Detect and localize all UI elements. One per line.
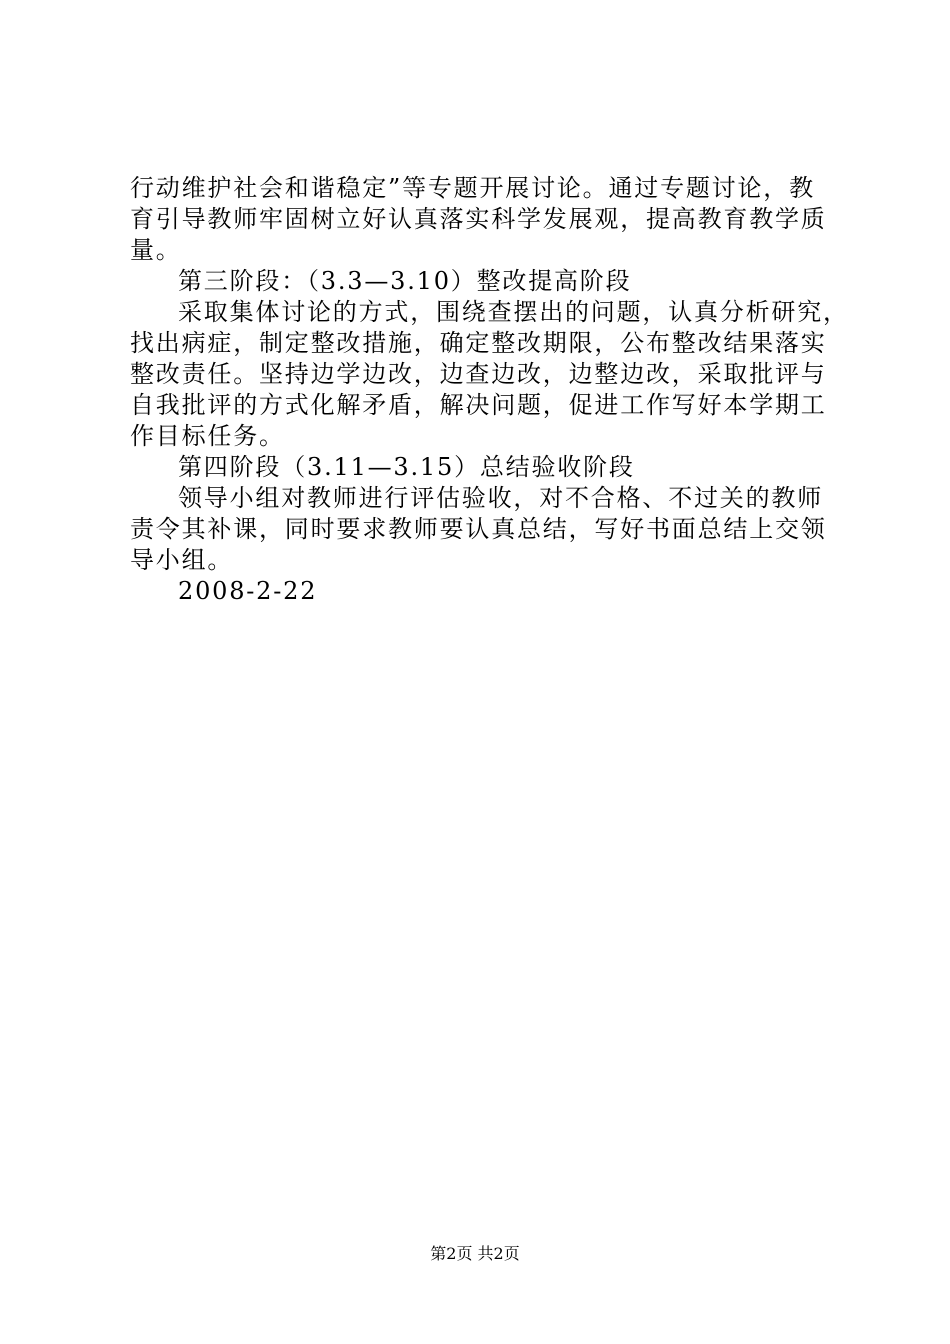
text-line-1: 行动维护社会和谐稳定”等专题开展讨论。通过专题讨论，教 [130, 174, 815, 202]
text-line-6: 找出病症，制定整改措施，确定整改期限，公布整改结果落实 [130, 329, 827, 357]
document-date: 2008-2-22 [178, 577, 318, 605]
text-line-9: 作目标任务。 [130, 422, 285, 450]
stage-three-heading: 第三阶段：（3.3—3.10）整改提高阶段 [178, 267, 632, 295]
text-line-3: 量。 [130, 236, 182, 264]
text-line-13: 导小组。 [130, 546, 234, 574]
text-line-11: 领导小组对教师进行评估验收，对不合格、不过关的教师 [178, 484, 823, 512]
stage-four-heading: 第四阶段（3.11—3.15）总结验收阶段 [178, 453, 635, 481]
text-line-7: 整改责任。坚持边学边改，边查边改，边整边改，采取批评与 [130, 360, 827, 388]
text-line-5: 采取集体讨论的方式，围绕查摆出的问题，认真分析研究， [178, 298, 849, 326]
text-line-2: 育引导教师牢固树立好认真落实科学发展观，提高教育教学质 [130, 205, 827, 233]
text-line-12: 责令其补课，同时要求教师要认真总结，写好书面总结上交领 [130, 515, 827, 543]
document-body [130, 173, 849, 607]
page-number-footer: 第2页 共2页 [430, 1244, 520, 1263]
text-line-8: 自我批评的方式化解矛盾，解决问题，促进工作写好本学期工 [130, 391, 827, 419]
